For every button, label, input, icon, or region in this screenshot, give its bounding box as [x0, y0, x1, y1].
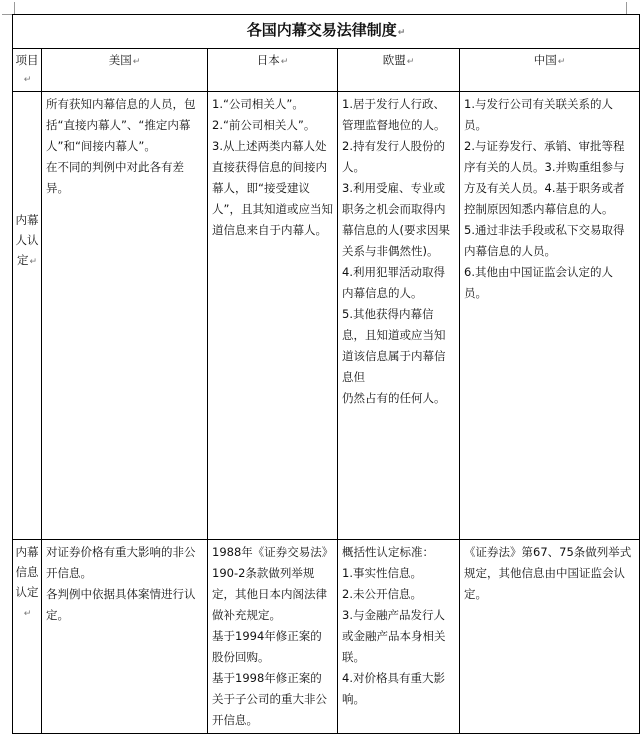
cell-paragraph: 1.“公司相关人”。 — [212, 97, 304, 111]
cell-paragraph: 对证券价格有重大影响的非公开信息。 — [46, 545, 196, 580]
cell-paragraph: 3.利用受雇、专业或职务之机会而取得内幕信息的人(要求因果关系与非偶然性)。 — [342, 181, 450, 258]
header-japan: 日本↵ — [208, 49, 338, 92]
cell-paragraph: 5.其他获得内幕信息，且知道或应当知道该信息属于内幕信息但 — [342, 307, 446, 384]
table-title: 各国内幕交易法律制度 — [246, 21, 397, 39]
cell-japan-info — [208, 540, 338, 734]
cell-us-info — [42, 540, 208, 734]
cell-china-insider — [460, 92, 640, 540]
header-eu: 欧盟↵ — [338, 49, 460, 92]
header-us: 美国↵ — [42, 49, 208, 92]
cell-paragraph: 3.从上述两类内幕人处直接获得信息的间接内幕人，即“接受建议人”，且其知道或应当知道信息来自于内幕人。 — [212, 139, 333, 237]
cell-paragraph: 1.事实性信息。 — [342, 566, 422, 580]
table-row — [13, 540, 640, 734]
cell-japan-insider — [208, 92, 338, 540]
cell-eu-info — [338, 540, 460, 734]
cell-paragraph: 所有获知内幕信息的人员，包括“直接内幕人”、“推定内幕人”和“间接内幕人”。 — [46, 97, 196, 153]
cell-paragraph: 5.通过非法手段或私下交易取得内幕信息的人员。 — [464, 223, 625, 258]
cell-paragraph: 3.与金融产品发行人或金融产品本身相关联。 — [342, 608, 446, 664]
cell-paragraph: 概括性认定标准： — [342, 545, 434, 559]
paragraph-mark: ↵ — [397, 28, 406, 38]
cell-paragraph: 各判例中依据具体案情进行认定。 — [46, 587, 196, 622]
law-comparison-table — [12, 14, 640, 734]
row-label-insider: 内幕人认定↵ — [13, 92, 42, 540]
cell-paragraph: 基于1994年修正案的股份回购。 — [212, 629, 322, 664]
cell-paragraph: 1.与发行公司有关联关系的人员。 — [464, 97, 613, 132]
cell-paragraph: 2.“前公司相关人”。 — [212, 118, 316, 132]
cell-paragraph: 《证券法》第67、75条做列举式规定，其他信息由中国证监会认定。 — [464, 545, 632, 601]
cell-paragraph: 4.利用犯罪活动取得内幕信息的人。 — [342, 265, 445, 300]
header-item: 项目↵ — [13, 49, 42, 92]
cell-china-info — [460, 540, 640, 734]
row-label-info: 内幕信息认定↵ — [13, 540, 42, 734]
table-title-row — [13, 15, 640, 49]
table-title-cell — [13, 15, 640, 49]
cell-paragraph: 基于1998年修正案的关于子公司的重大非公开信息。 — [212, 671, 327, 727]
header-row — [13, 49, 640, 92]
cell-paragraph: 2.持有发行人股份的人。 — [342, 139, 445, 174]
cell-paragraph: 1988年《证券交易法》190-2条款做列举规定，其他日本内阁法律做补充规定。 — [212, 545, 328, 622]
cell-paragraph: 2.未公开信息。 — [342, 587, 422, 601]
cell-paragraph: 仍然占有的任何人。 — [342, 391, 446, 405]
cell-us-insider — [42, 92, 208, 540]
header-china: 中国↵ — [460, 49, 640, 92]
cell-paragraph: 1.居于发行人行政、管理监督地位的人。 — [342, 97, 446, 132]
cell-paragraph: 4.对价格具有重大影响。 — [342, 671, 445, 706]
cell-paragraph: 6.其他由中国证监会认定的人员。 — [464, 265, 613, 300]
cell-paragraph: 在不同的判例中对此各有差异。 — [46, 160, 184, 195]
cell-paragraph: 2.与证券发行、承销、审批等程序有关的人员。3.并购重组参与方及有关人员。4.基于职务或者控制原因知悉内幕信息的人。 — [464, 139, 625, 216]
cell-eu-insider — [338, 92, 460, 540]
table-row — [13, 92, 640, 540]
